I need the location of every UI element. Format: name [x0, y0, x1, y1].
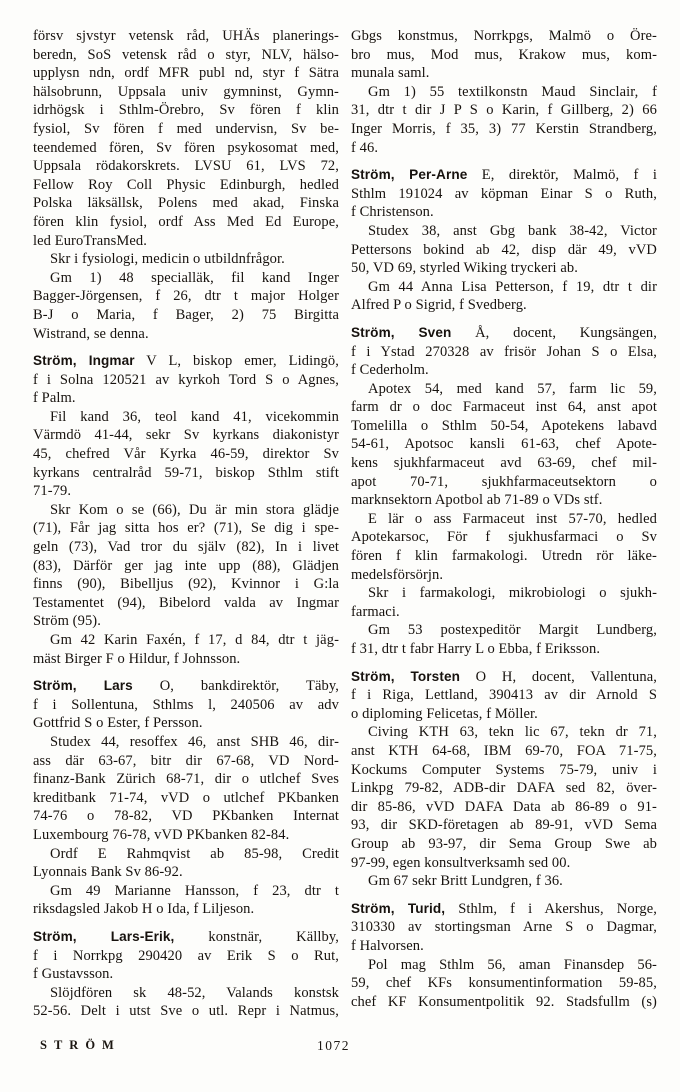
text-line: Ordf E Rahmqvist ab 85-98, Credit [50, 845, 339, 862]
text-line: Studex 44, resoffex 46, anst SHB 46, dir- [50, 733, 339, 750]
text-line: Slöjdfören sk 48-52, Valands konstsk [50, 984, 339, 1001]
text-line: Skr i farmakologi, mikrobiologi o sjukh- [368, 585, 657, 602]
text-line: chef KF Konsumentpolitik 92. Stadsfullm (s) [351, 993, 657, 1010]
text-line: Gm 44 Anna Lisa Petterson, f 19, dtr t dir [368, 278, 657, 295]
text-line: Testamentet (94), Bibelord valda av Ingmar [33, 594, 339, 611]
text-column-left [33, 27, 339, 1021]
text-line: Polska läksällsk, Polens med akad, Finska [33, 195, 339, 212]
text-line: Bagger-Jörgensen, f 26, dtr t major Holger [33, 288, 339, 305]
text-line: Värmdö 41-44, sekr Sv kyrkans diakonistyr [33, 427, 339, 444]
paragraph [351, 27, 657, 83]
text-line: o diploming Felicetas, f Möller. [351, 705, 538, 722]
text-line: dir 85-86, vVD DAFA Data ab 86-89 o 91- [351, 798, 657, 815]
text-line: f Halvorsen. [351, 937, 424, 954]
text-line: hälsobrunn, Uppsala univ gymninst, Gymn- [33, 83, 339, 100]
text-line: mäst Birger F o Hildur, f Johnsson. [33, 650, 241, 667]
text-line: kens sjukhfarmaceut avd 63-69, chef mil- [351, 455, 657, 472]
paragraph [33, 733, 339, 845]
text-line: kyrkans centralråd 59-71, biskop Sthlm stift [33, 464, 339, 481]
paragraph [351, 723, 657, 872]
text-line: led EuroTransMed. [33, 232, 147, 249]
text-line: försv sjvstyr vetensk råd, UHÄs planerings- [33, 28, 339, 44]
text-line: E lär o ass Farmaceut inst 57-70, hedled [368, 510, 657, 527]
text-line: Fil kand 36, teol kand 41, vicekommin [50, 408, 339, 425]
text-line: beredn, SoS vetensk råd o styr, NLV, hälso- [33, 46, 339, 63]
text-line: Skr Kom o se (66), Du är min stora glädje [50, 501, 339, 518]
text-line: 97-99, egen konsultverksamh sed 00. [351, 854, 571, 871]
text-line: f Cederholm. [351, 362, 429, 379]
text-line: riksdagsled Jakob H o Ida, f Liljeson. [33, 901, 255, 918]
text-line: 50, VD 69, styrled Wiking tryckeri ab. [351, 260, 578, 277]
text-line: upplysn ndn, ordf MFR publ nd, styr f Sätra [33, 65, 339, 82]
text-line: munala saml. [351, 65, 430, 82]
text-line: kreditbank 71-74, vVD o utlchef PKbanken [33, 789, 339, 806]
paragraph [33, 631, 339, 668]
paragraph [33, 250, 339, 269]
entry-headword: Ström, Lars [33, 678, 133, 694]
paragraph [33, 27, 339, 250]
text-line: fysiol, Sv fören f med undervisn, Sv be- [33, 120, 339, 137]
text-line: Gm 1) 48 specialläk, fil kand Inger [50, 269, 339, 286]
text-line: f Gustavsson. [33, 966, 114, 983]
text-line: Gbgs konstmus, Norrkpgs, Malmö o Öre- [351, 28, 657, 44]
text-line: Ström, Lars O, bankdirektör, Täby, [33, 678, 339, 695]
entry-paragraph [351, 324, 657, 380]
text-line: (83), Därför ger jag inte upp (88), Glädjen [33, 557, 339, 574]
entry-headword: Ström, Lars-Erik, [33, 928, 175, 944]
paragraph [351, 510, 657, 584]
text-line: Ström, Ingmar V L, biskop emer, Lidingö, [33, 353, 339, 370]
text-line: marknsektorn Apotbol ab 71-89 o VDs stf. [351, 492, 603, 509]
text-line: Pettersons bokind ab 42, disp där 49, vVD [351, 241, 657, 258]
text-line: Ström, Lars-Erik, konstnär, Källby, [33, 928, 339, 945]
text-line: Luxembourg 76-78, vVD PKbanken 82-84. [33, 826, 290, 843]
text-line: 71-79. [33, 483, 72, 500]
text-line: Ström, Torsten O H, docent, Vallentuna, [351, 668, 657, 685]
entry-paragraph [351, 166, 657, 222]
text-line: f i Norrkpg 290420 av Erik S o Rut, [33, 947, 339, 964]
text-line: 31, dtr t dir J P S o Karin, f Gillberg, 2) 66 [351, 102, 657, 119]
text-line: farmaci. [351, 603, 400, 620]
paragraph [33, 501, 339, 631]
text-line: fören klin fysiol, ordf Ass Med Ed Europe, [33, 213, 339, 230]
text-line: Uppsala rödakorskrets. LVSU 61, LVS 72, [33, 158, 339, 175]
text-line: Ström (95). [33, 613, 101, 630]
paragraph [33, 269, 339, 343]
text-line: teendemed fören, Sv fören psykosomat med, [33, 139, 339, 156]
paragraph [33, 408, 339, 501]
text-line: f 31, dtr t fabr Harry L o Ebba, f Eriksson. [351, 641, 601, 657]
text-line: Lyonnais Bank Sv 86-92. [33, 864, 183, 881]
text-line: Gm 42 Karin Faxén, f 17, d 84, dtr t jäg- [50, 632, 339, 648]
text-line: Linkpg 79-82, ADB-dir DAFA sed 82, över- [351, 780, 657, 797]
paragraph [351, 83, 657, 157]
text-line: 54-61, Apotsoc kansli 61-63, chef Apote- [351, 436, 657, 453]
text-line: Studex 38, anst Gbg bank 38-42, Victor [368, 222, 657, 239]
text-line: Pol mag Sthlm 56, aman Finansdep 56- [368, 956, 657, 973]
text-line: Ström, Sven Å, docent, Kungsängen, [351, 324, 657, 341]
text-line: Kockums Computer Systems 75-79, univ i [351, 761, 657, 778]
text-line: Gottfrid S o Ester, f Persson. [33, 715, 203, 732]
text-line: anst KTH 64-68, IBM 69-70, FOA 71-75, [351, 742, 657, 759]
text-line: Ström, Turid, Sthlm, f i Akershus, Norge, [351, 900, 657, 917]
running-head: STRÖM [40, 1038, 121, 1052]
paragraph [351, 584, 657, 621]
text-line: Gm 49 Marianne Hansson, f 23, dtr t [50, 882, 339, 899]
text-line: Sthlm 191024 av köpman Einar S o Ruth, [351, 185, 657, 202]
paragraph [351, 278, 657, 315]
text-line: Gm 53 postexpeditör Margit Lundberg, [368, 622, 657, 639]
text-column-right [351, 27, 657, 1011]
text-line: fören f klin farmakologi. Utredn rör läke- [351, 548, 657, 565]
entry-headword: Ström, Torsten [351, 668, 461, 684]
text-line: Tomelilla o Sthlm 50-54, Apotekens labavd [351, 417, 657, 434]
text-line: Fellow Roy Coll Physic Edinburgh, hedled [33, 176, 339, 193]
text-line: 93, dir SKD-företagen ab 89-91, vVD Sema [351, 817, 657, 834]
text-line: Ström, Per-Arne E, direktör, Malmö, f i [351, 167, 657, 184]
text-line: apot 70-71, sjukhfarmaceutsektorn o [351, 473, 657, 490]
entry-paragraph [33, 677, 339, 733]
text-line: f i Sollentuna, Sthlms l, 240506 av adv [33, 696, 339, 713]
text-line: f Christenson. [351, 204, 434, 221]
paragraph [351, 621, 657, 658]
text-line: finanz-Bank Zürich 68-71, dir o utlchef Sves [33, 771, 339, 788]
entry-headword: Ström, Ingmar [33, 353, 135, 369]
paragraph [351, 380, 657, 510]
text-line: idrhögsk i Sthlm-Örebro, Sv fören f klin [33, 102, 339, 119]
text-line: bro mus, Mod mus, Krakow mus, kom- [351, 46, 657, 63]
text-line: f i Solna 120521 av kyrkoh Tord S o Agnes, [33, 371, 339, 388]
paragraph [351, 222, 657, 278]
entry-paragraph [351, 900, 657, 956]
text-line: f i Riga, Lettland, 390413 av dir Arnold S [351, 687, 657, 704]
text-line: f 46. [351, 139, 379, 156]
paragraph [33, 845, 339, 882]
text-line: 45, chefred Vår Kyrka 46-59, direktor Sv [33, 446, 339, 463]
text-line: finns (90), Bibelljus (92), Kvinnor i G:la [33, 576, 339, 593]
text-line: Gm 1) 55 textilkonstn Maud Sinclair, f [368, 83, 657, 100]
text-line: f i Ystad 270328 av frisör Johan S o Elsa, [351, 343, 657, 360]
entry-headword: Ström, Per-Arne [351, 167, 468, 183]
text-line: 310330 av stortingsman Arne S o Dagmar, [351, 919, 657, 936]
paragraph [33, 882, 339, 919]
text-line: 74-76 o 78-82, VD PKbanken Internat [33, 808, 339, 825]
text-line: Wistrand, se denna. [33, 325, 149, 342]
entry-paragraph [351, 668, 657, 724]
text-line: B-J o Maria, f Bager, 2) 75 Birgitta [33, 306, 339, 323]
text-line: Skr i fysiologi, medicin o utbildnfrågor. [50, 251, 285, 268]
text-line: Apotex 54, med kand 57, farm lic 59, [368, 380, 657, 397]
entry-headword: Ström, Sven [351, 324, 452, 340]
page-number: 1072 [317, 1038, 350, 1053]
text-line: Group ab 93-97, dir Sema Group Swe ab [351, 835, 657, 852]
entry-paragraph [33, 352, 339, 408]
entry-headword: Ström, Turid, [351, 900, 446, 916]
text-line: ass där 63-67, bitr dir 67-68, VD Nord- [33, 752, 339, 769]
paragraph [351, 872, 657, 891]
text-line: farm dr o doc Farmaceut inst 64, anst apot [351, 399, 657, 416]
text-line: geln (73), Vad tror du själv (82), In i livet [33, 539, 339, 556]
text-line: medelsförsörjn. [351, 566, 444, 583]
paragraph [33, 984, 339, 1021]
text-line: Gm 67 sekr Britt Lundgren, f 36. [368, 873, 563, 890]
text-line: f Palm. [33, 390, 76, 407]
text-line: Alfred P o Sigrid, f Svedberg. [351, 297, 527, 314]
text-line: (71), Får jag sitta hos er? (71), Se dig i spe- [33, 520, 339, 537]
text-line: 59, chef KFs konsumentinformation 59-85, [351, 975, 657, 992]
entry-paragraph [33, 928, 339, 984]
page-footer [0, 1038, 680, 1060]
text-line: 52-56. Delt i utst Sve o utl. Repr i Natmus, [33, 1003, 339, 1020]
text-line: Civing KTH 63, tekn lic 67, tekn dr 71, [368, 724, 657, 741]
text-line: Apotekarsoc, För f sjukhusfarmaci o Sv [351, 529, 657, 546]
text-line: Inger Morris, f 35, 3) 77 Kerstin Strandberg, [351, 120, 657, 137]
paragraph [351, 956, 657, 1012]
